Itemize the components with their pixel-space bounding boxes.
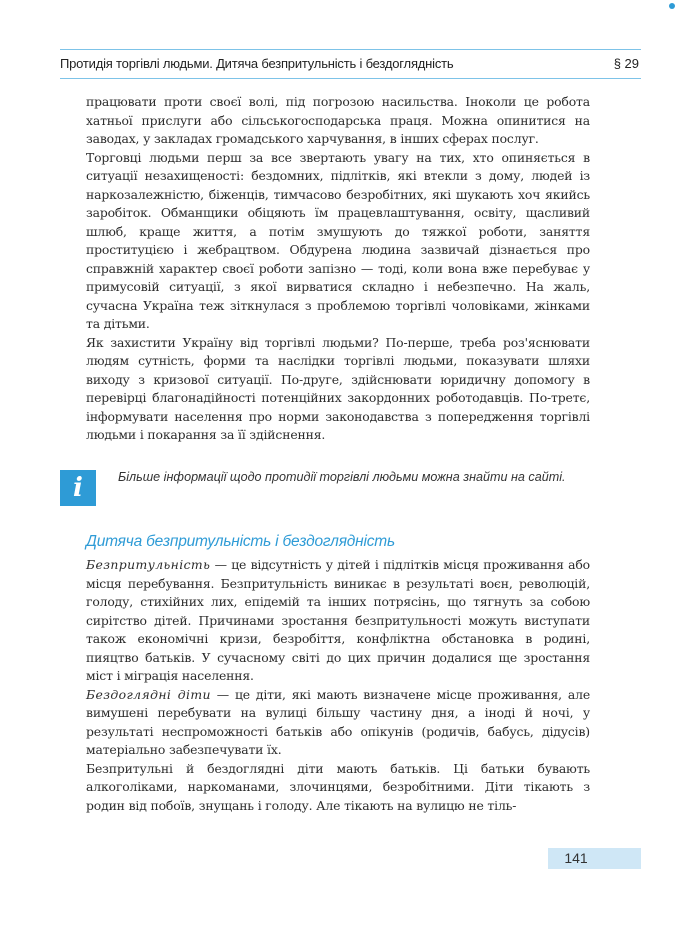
running-header-title: Протидія торгівлі людьми. Дитяча безпритульність і бездоглядність <box>60 56 454 71</box>
paragraph <box>86 334 590 445</box>
paragraph-text: — це діти, які мають визначене місце проживання, але вимушені перебувати на вулиці більшу частину дня, а іноді й ночі, у результаті неспроможності батьків або опікунів (родичів, бабусь, дідусів) матеріально забезпечувати їх. <box>86 686 590 757</box>
paragraph-text: — це відсутність у дітей і підлітків місця проживання або місця перебування. Безпритульність виникає в результаті воєн, революцій, голоду, стихійних лих, епідемій та інших потрясінь, що тягнуть за собою сирітство дітей. Причинами зростання безпритульності можуть виступати також економічні кризи, безробіття, конфліктна обстановка в родині, пияцтво батьків. У сучасному світі до цих причин додалися ще зростання міст і міграція населення. <box>86 557 590 683</box>
publisher-logo <box>669 3 675 9</box>
page-number: 141 <box>564 850 588 866</box>
info-text: Більше інформації щодо протидії торгівлі людьми можна знайти на сайті. <box>118 470 566 484</box>
paragraph <box>86 556 590 686</box>
paragraph <box>86 149 590 334</box>
logo-icon <box>669 3 675 9</box>
body-text-top <box>86 93 590 445</box>
paragraph <box>86 686 590 760</box>
running-header <box>60 49 641 79</box>
paragraph: працювати проти своєї волі, під погрозою насильства. Іноколи це робота хатньої прислуги або сільськогосподарська праця. Можна опинитися на заводах, у закладах громадського харчування, в інших сферах послуг. <box>86 94 590 146</box>
info-icon: i <box>60 470 96 506</box>
paragraph-text: Безпритульні й бездоглядні діти мають батьків. Ці батьки бувають алкоголіками, наркоманами, злочинцями, безробітними. Діти тікають з родин від побоїв, знущань і голоду. Але тікають на вулицю не тіль- <box>86 760 590 813</box>
body-text-bottom <box>86 556 590 815</box>
paragraph-text: Торговці людьми перш за все звертають увагу на тих, хто опиняється в ситуації незахищеності: бездомних, підлітків, які втекли з дому, людей із наркозалежністю, біженців, тимчасово безробітних, які шукають хоч якийсь заробіток. Обманщики обіцяють їм працевлаштування, освіту, щасливий шлюб, краще життя, а потім змушують до тяжкої роботи, заняття проституцією і жебрацтвом. Обдурена людина зазвичай дізнається про справжній характер своєї роботи запізно — тоді, коли вона вже перебуває у примусовій ситуації, з якої вирватися складно і небезпечно. На жаль, сучасна Україна теж зіткнулася з проблемою торгівлі чоловіками, жінками та дітьми. <box>86 149 590 331</box>
section-subheading: Дитяча безпритульність і бездоглядність <box>86 533 395 550</box>
section-number: § 29 <box>613 56 639 71</box>
page-number-bar <box>548 848 641 869</box>
info-note <box>60 468 591 512</box>
term-homelessness: Безпритульність <box>86 557 211 572</box>
term-neglected-children: Бездоглядні діти <box>86 686 211 702</box>
paragraph <box>86 760 590 816</box>
paragraph-text: Як захистити Україну від торгівлі людьми? По-перше, треба роз'яснювати людям сутність, форми та наслідки торгівлі людьми, показувати шляхи виходу з кризової ситуації. По-друге, здійснювати юридичну допомогу в перевірці благонадійності потенційних закордонних роботодавців. По-третє, інформувати населення про норми законодавства з попередження торгівлі людьми і покарання за її здійснення. <box>86 334 590 442</box>
